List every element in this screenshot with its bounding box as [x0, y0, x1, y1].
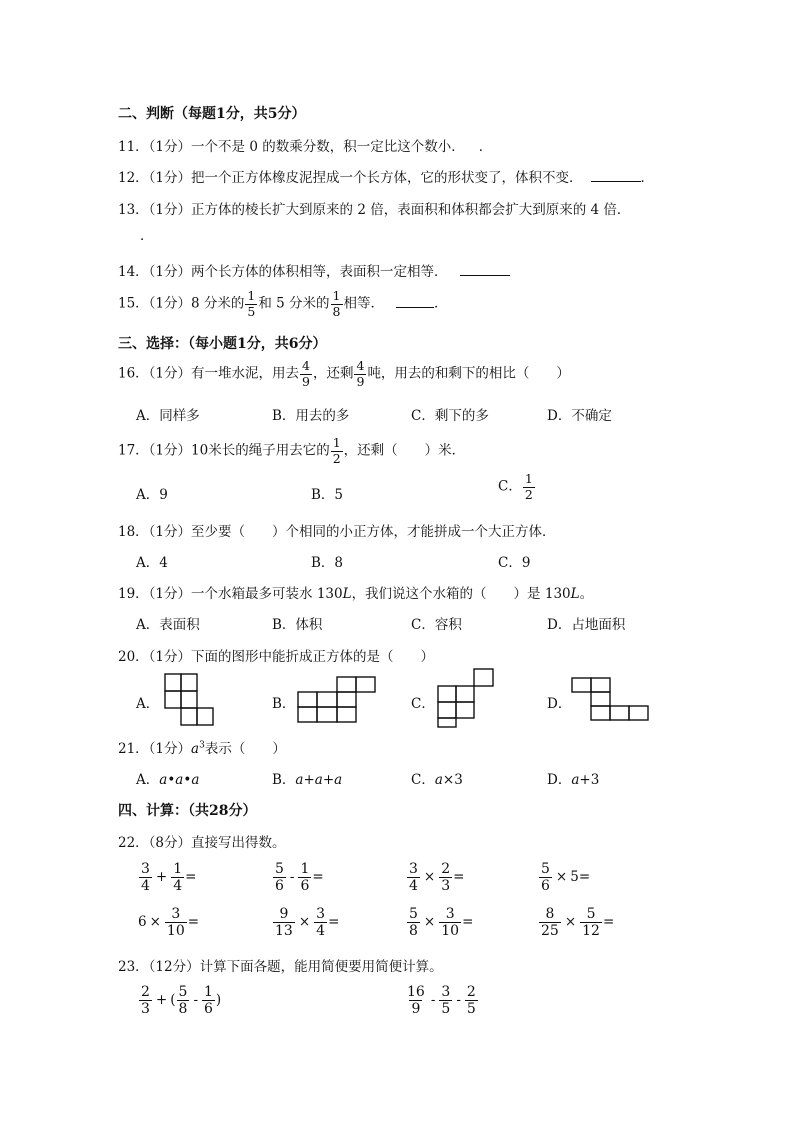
denominator: 5: [441, 1001, 451, 1017]
fraction: [177, 985, 190, 1016]
denominator: 8: [332, 303, 341, 319]
operator: -: [430, 992, 436, 1008]
question-number: 21．（1分）: [118, 741, 192, 757]
question-number: 20．（1分）: [118, 649, 192, 665]
question-23: [118, 955, 443, 975]
denominator: 4: [173, 878, 183, 894]
operator: ×: [149, 914, 161, 930]
fraction: [539, 862, 552, 893]
fraction: [165, 907, 187, 938]
equals-sign: =: [578, 869, 591, 885]
option-d[interactable]: D．a+3: [547, 772, 600, 788]
answer-blank[interactable]: [591, 171, 641, 182]
calc22-item: [272, 907, 339, 938]
option-b[interactable]: B．: [272, 696, 296, 712]
paren: (: [170, 992, 176, 1008]
question-text: 下面的图形中能折成正方体的是（ ）: [191, 649, 435, 665]
denominator: 12: [582, 923, 600, 939]
numerator: 3: [441, 984, 451, 1000]
question-number: 19．（1分）: [118, 586, 192, 602]
calc22-item: [272, 862, 324, 893]
numerator: 3: [316, 906, 326, 922]
denominator: 4: [316, 923, 326, 939]
fraction: [273, 862, 286, 893]
cube-net-c-figure: [437, 668, 495, 728]
option-c[interactable]: C．剩下的多: [411, 408, 489, 424]
fraction: [139, 862, 152, 893]
question-number: 15．（1分）: [118, 295, 192, 312]
whole-number: 5: [570, 869, 579, 885]
question-end: ．: [640, 170, 655, 186]
numerator: 3: [171, 906, 181, 922]
numerator: 1: [524, 471, 533, 486]
equals-sign: =: [185, 869, 197, 885]
cube-net-d-figure: [571, 677, 649, 721]
option-a[interactable]: A．同样多: [136, 408, 200, 424]
question-number: 18．（1分）: [118, 524, 192, 540]
denominator: 4: [409, 878, 418, 894]
numerator: 8: [545, 906, 555, 922]
question-end: ．: [434, 295, 448, 312]
section-choice-heading: 三、选择：（每小题1分，共6分）: [118, 336, 327, 352]
numerator: 1: [173, 861, 183, 877]
numerator: 3: [445, 906, 455, 922]
question-12: [118, 166, 654, 186]
fraction: [300, 360, 312, 388]
fraction: [298, 862, 311, 893]
question-19: [118, 582, 593, 602]
operator: -: [456, 992, 461, 1008]
question-13: [118, 198, 630, 218]
numerator: 1: [204, 984, 213, 1000]
question-text: 一个水箱最多可装水 130: [191, 586, 343, 602]
denominator: 13: [275, 923, 293, 939]
denominator: 3: [141, 1001, 150, 1017]
question-end: 。: [579, 586, 594, 602]
denominator: 2: [332, 450, 341, 466]
question-text: 直接写出得数。: [191, 835, 286, 851]
denominator: 2: [524, 486, 533, 502]
numerator: 3: [409, 861, 418, 877]
question-number: 22．（8分）: [118, 835, 192, 851]
option-b[interactable]: B．a+a+a: [272, 772, 343, 788]
answer-blank[interactable]: [460, 265, 510, 276]
denominator: 5: [466, 1001, 476, 1017]
equals-sign: =: [462, 914, 474, 930]
denominator: 10: [441, 923, 460, 939]
option-b[interactable]: B．体积: [272, 617, 323, 633]
calc22-item: [138, 862, 196, 893]
section-judge-heading: 二、判断（每题1分，共5分）: [118, 106, 306, 122]
question-20: [118, 645, 434, 665]
denominator: 6: [541, 878, 550, 894]
option-b[interactable]: B．5: [311, 487, 344, 503]
numerator: 9: [279, 906, 289, 922]
operator: -: [289, 869, 295, 885]
denominator: 5: [247, 303, 256, 319]
option-a[interactable]: A．表面积: [136, 617, 200, 633]
question-17: [118, 437, 465, 465]
variable-a: a: [191, 741, 200, 757]
question-text: 10米长的绳子用去它的: [191, 442, 330, 459]
operator: ×: [423, 869, 436, 885]
calc23-expression-1: [138, 985, 221, 1016]
operator: ×: [564, 914, 577, 930]
unit-l: L: [570, 586, 580, 602]
numerator: 2: [441, 861, 451, 877]
fraction: [314, 907, 327, 938]
operator: ×: [298, 914, 311, 930]
denominator: 9: [302, 373, 310, 389]
question-text: 和 5 分米的: [258, 295, 330, 312]
paren: ): [215, 992, 222, 1008]
numerator: 1: [332, 435, 341, 450]
question-text: 一个不是 0 的数乘分数，积一定比这个数小．: [191, 139, 465, 155]
numerator: 16: [407, 984, 425, 1000]
calc22-item: [406, 907, 473, 938]
fraction: [439, 985, 452, 1016]
question-text: 正方体的棱长扩大到原来的 2 倍，表面积和体积都会扩大到原来的 4 倍．: [191, 202, 631, 218]
question-text: 8 分米的: [191, 295, 245, 312]
question-text: 两个长方体的体积相等，表面积一定相等．: [191, 264, 448, 280]
denominator: 9: [356, 373, 365, 389]
question-text: 吨，用去的和剩下的相比（ ）: [367, 365, 570, 382]
fraction: [407, 907, 420, 938]
fraction: [331, 437, 343, 465]
unit-l: L: [342, 586, 352, 602]
equals-sign: =: [602, 914, 615, 930]
question-14: [118, 260, 510, 280]
question-number: 23．（12分）: [118, 959, 200, 975]
question-text: ，还剩（ ）米．: [343, 442, 466, 459]
question-text: 把一个正方体橡皮泥捏成一个长方体，它的形状变了，体积不变．: [191, 170, 583, 186]
fraction: [139, 985, 152, 1016]
denominator: 10: [166, 923, 185, 939]
fraction: [539, 907, 561, 938]
numerator: 4: [302, 358, 310, 373]
answer-blank[interactable]: [396, 297, 434, 308]
option-a[interactable]: A．4: [136, 555, 168, 571]
question-13-end: ．: [140, 228, 154, 244]
denominator: 8: [409, 923, 418, 939]
calc23-expression-2: [404, 985, 479, 1016]
option-c[interactable]: [498, 473, 536, 501]
option-b[interactable]: B．用去的多: [272, 408, 350, 424]
operator: -: [193, 992, 198, 1008]
numerator: 5: [541, 861, 550, 877]
calc22-item: [538, 907, 614, 938]
question-number: 16．（1分）: [118, 365, 192, 382]
question-number: 12．（1分）: [118, 170, 192, 186]
fraction: [171, 862, 184, 893]
question-text: ，我们说这个水箱的（ ）是 130: [351, 586, 571, 602]
question-number: 13．（1分）: [118, 202, 192, 218]
equals-sign: =: [453, 869, 465, 885]
equals-sign: =: [328, 914, 340, 930]
numerator: 2: [466, 984, 476, 1000]
operator: +: [155, 992, 168, 1008]
question-18: [118, 520, 556, 540]
question-end: ．: [478, 139, 493, 155]
denominator: 4: [141, 878, 150, 894]
calc22-item: [406, 862, 464, 893]
denominator: 9: [411, 1001, 421, 1017]
denominator: 3: [441, 878, 451, 894]
whole-number: 6: [138, 914, 147, 930]
cube-net-b-figure: [297, 676, 377, 724]
option-d[interactable]: D．: [547, 696, 572, 712]
numerator: 2: [141, 984, 150, 1000]
fraction: [245, 290, 257, 318]
question-text: 表示（ ）: [204, 741, 286, 757]
question-number: 14．（1分）: [118, 264, 192, 280]
question-15: [118, 290, 448, 318]
fraction: [354, 360, 366, 388]
calc22-item: [138, 907, 199, 938]
operator: ×: [555, 869, 568, 885]
option-a[interactable]: A．9: [136, 487, 168, 503]
fraction: [439, 907, 461, 938]
denominator: 6: [300, 878, 310, 894]
option-d[interactable]: D．占地面积: [547, 617, 626, 633]
operator: +: [155, 869, 168, 885]
option-b[interactable]: B．8: [311, 555, 344, 571]
question-text: ，还剩: [312, 365, 354, 382]
fraction: [407, 862, 420, 893]
option-label: C．: [498, 478, 522, 495]
option-c[interactable]: C．a×3: [411, 772, 463, 788]
question-text: 至少要（ ）个相同的小正方体，才能拼成一个大正方体．: [191, 524, 556, 540]
operator: ×: [423, 914, 436, 930]
fraction: [273, 907, 295, 938]
fraction: [580, 907, 602, 938]
denominator: 8: [178, 1001, 188, 1017]
question-text: 相等．: [343, 295, 384, 312]
question-22: [118, 831, 286, 851]
option-d[interactable]: D．不确定: [547, 408, 612, 424]
fraction: [202, 985, 215, 1016]
option-c[interactable]: C．9: [498, 555, 531, 571]
option-a[interactable]: A．a•a•a: [136, 772, 200, 788]
fraction: [439, 862, 452, 893]
numerator: 1: [300, 861, 310, 877]
section-calc-heading: 四、计算：（共28分）: [118, 803, 257, 819]
denominator: 6: [204, 1001, 213, 1017]
denominator: 25: [541, 923, 559, 939]
question-number: 17．（1分）: [118, 442, 192, 459]
question-21: [118, 737, 286, 757]
numerator: 5: [409, 906, 418, 922]
numerator: 3: [141, 861, 150, 877]
exponent: 3: [199, 740, 205, 751]
option-c[interactable]: C．容积: [411, 617, 462, 633]
calc22-item: [538, 862, 590, 893]
denominator: 6: [275, 878, 284, 894]
question-11: [118, 135, 492, 155]
equals-sign: =: [312, 869, 324, 885]
question-16: [118, 360, 570, 388]
numerator: 5: [178, 984, 188, 1000]
option-c[interactable]: C．: [411, 696, 435, 712]
fraction: [465, 985, 478, 1016]
cube-net-a-figure: [164, 673, 214, 727]
numerator: 1: [332, 288, 341, 303]
question-number: 11．（1分）: [118, 139, 192, 155]
fraction: [523, 473, 535, 501]
question-text: 有一堆水泥，用去: [191, 365, 300, 382]
fraction: [331, 290, 343, 318]
numerator: 1: [247, 288, 256, 303]
numerator: 5: [586, 906, 596, 922]
numerator: 4: [356, 358, 365, 373]
numerator: 5: [275, 861, 284, 877]
fraction: [405, 985, 427, 1016]
option-a[interactable]: A．: [136, 696, 160, 712]
equals-sign: =: [187, 914, 200, 930]
question-text: 计算下面各题，能用简便要用简便计算。: [199, 959, 443, 975]
